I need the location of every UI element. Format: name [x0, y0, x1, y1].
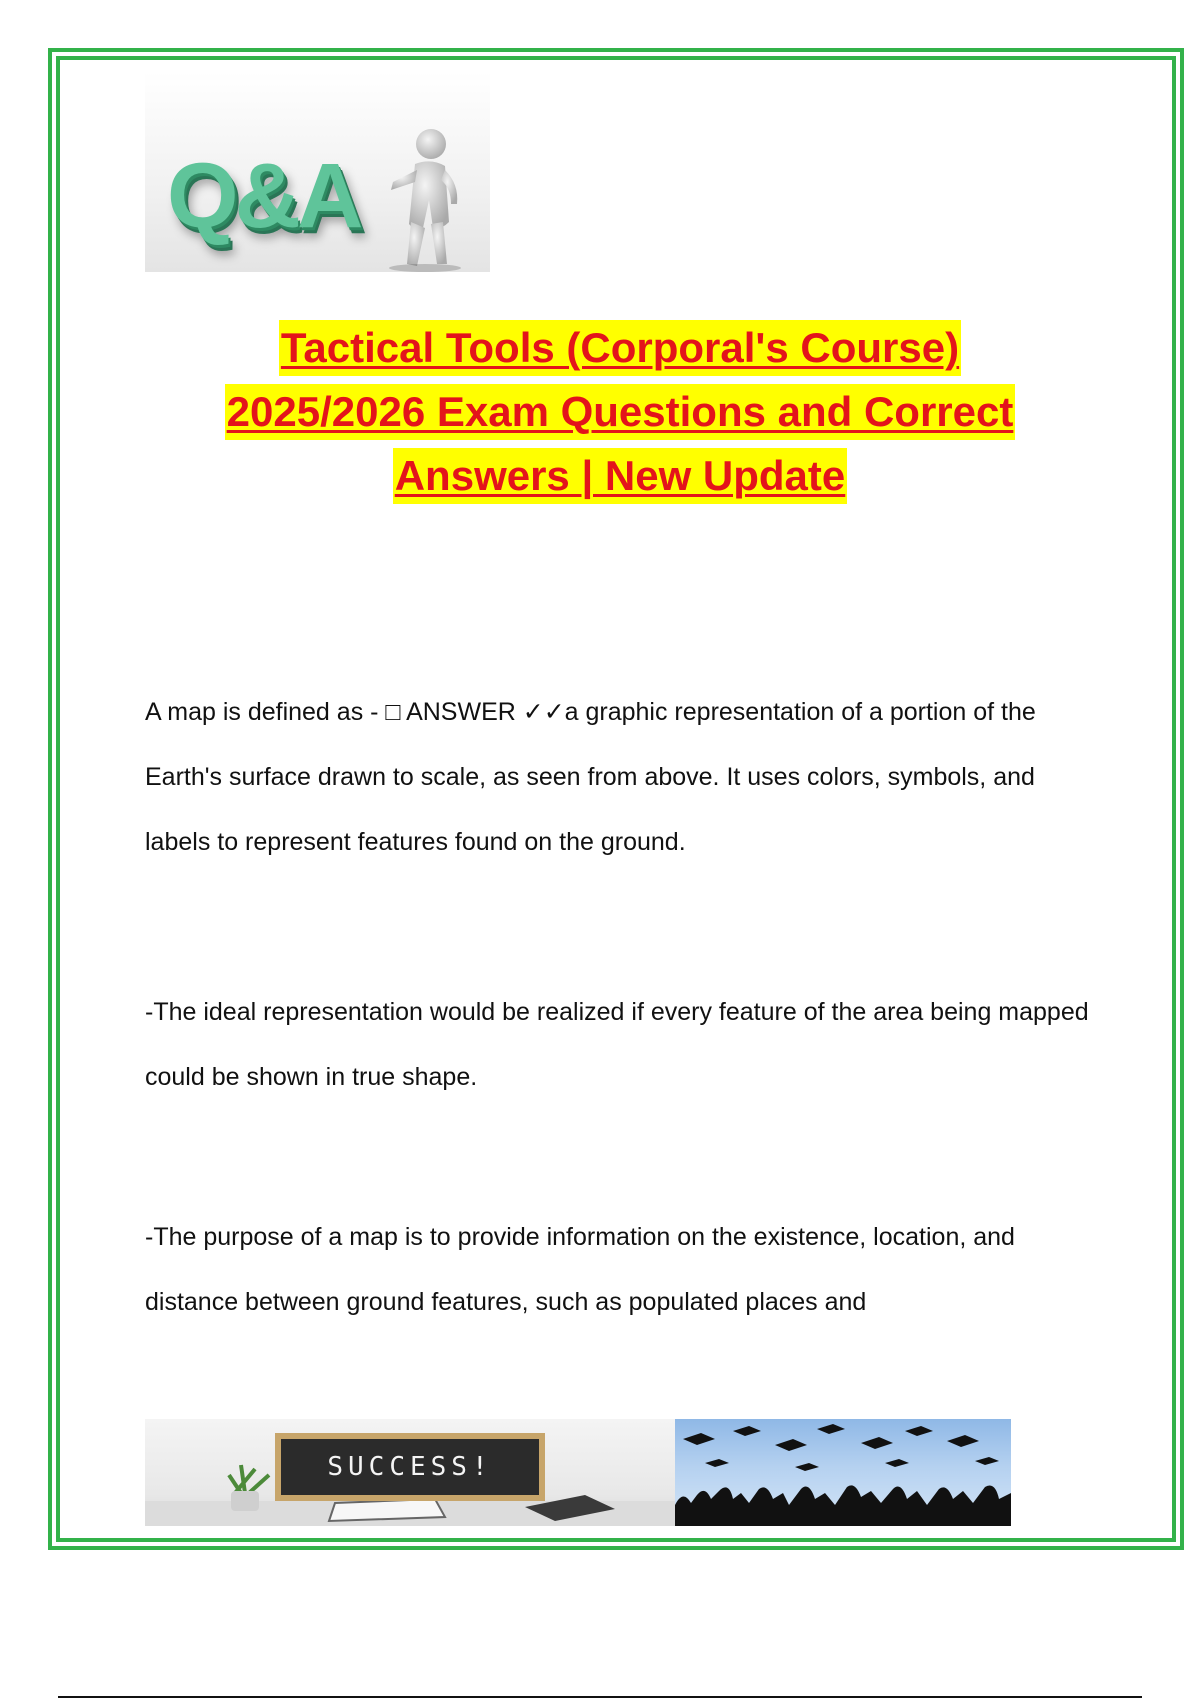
title-line-3: Answers | New Update [393, 448, 848, 504]
qa-paragraph-1: A map is defined as - □ ANSWER ✓✓a graphic representation of a portion of the Earth's surface drawn to scale, as seen from above. It uses colors, symbols, and labels to represent features found on the ground. [145, 698, 1036, 856]
document-title [100, 316, 1140, 508]
chalkboard-text: SUCCESS! [327, 1452, 493, 1482]
title-line-1: Tactical Tools (Corporal's Course) [279, 320, 961, 376]
chalkboard [275, 1433, 545, 1501]
title-line-2: 2025/2026 Exam Questions and Correct [225, 384, 1016, 440]
qa-paragraph-2: -The ideal representation would be realized if every feature of the area being mapped could be shown in true shape. [145, 998, 1089, 1091]
qa-logo-image [145, 72, 490, 272]
qa-logo-text: Q&A [167, 145, 360, 247]
graduation-image [675, 1419, 1011, 1526]
figure-icon [145, 72, 490, 272]
qa-paragraph-3: -The purpose of a map is to provide information on the existence, location, and distance between ground features, such as populated places and [145, 1223, 1015, 1316]
success-banner-image [145, 1419, 675, 1526]
graduation-caps-icon [675, 1419, 1011, 1526]
footer-divider [58, 1696, 1142, 1698]
